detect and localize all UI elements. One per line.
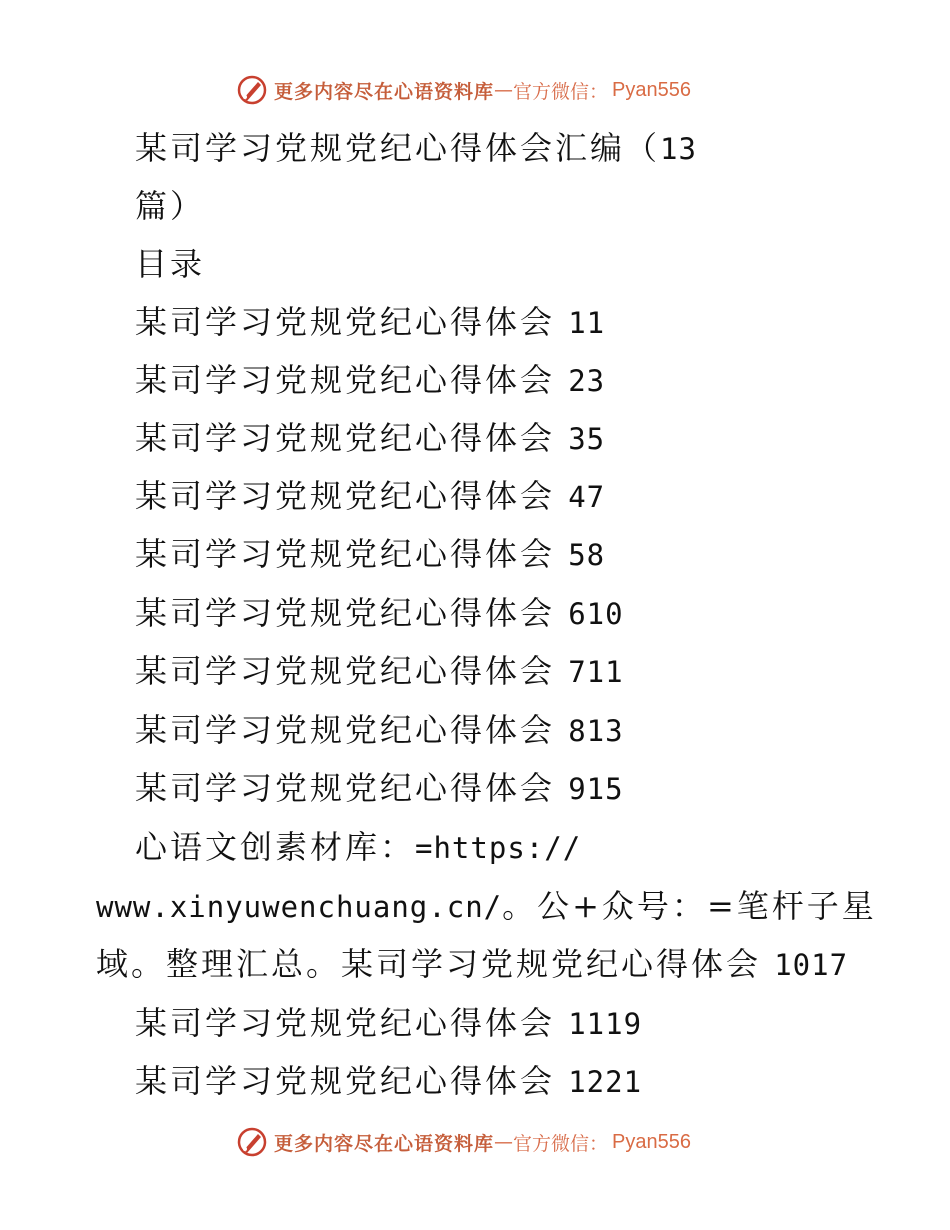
toc-item (135, 1061, 642, 1102)
watermark-banner-top (236, 72, 691, 108)
note-line2 (96, 886, 877, 927)
watermark-wechat-id: Pyan556 (612, 78, 691, 101)
toc-item-page: 1119 (568, 1007, 643, 1041)
watermark-wechat-label: 官方微信： (513, 80, 609, 103)
toc-item (135, 476, 605, 517)
watermark-wechat-label: 官方微信： (513, 1132, 609, 1155)
toc-item-title: 某司学习党规党纪心得体会 (135, 535, 556, 573)
toc-item-title: 某司学习党规党纪心得体会 (135, 477, 556, 515)
toc-item-title: 某司学习党规党纪心得体会 (135, 419, 556, 457)
toc-item-page: 23 (568, 364, 606, 398)
toc-item-title: 某司学习党规党纪心得体会 (135, 303, 556, 341)
toc-item-page: 11 (568, 306, 606, 340)
toc-item (135, 651, 624, 692)
toc-heading: 目录 (135, 245, 206, 283)
note-text: 域。整理汇总。某司学习党规党纪心得体会 (96, 945, 762, 983)
toc-item (135, 360, 605, 401)
toc-item-title: 某司学习党规党纪心得体会 (135, 1004, 556, 1042)
toc-item (135, 768, 624, 809)
toc-item-title: 某司学习党规党纪心得体会 (135, 769, 556, 807)
note-text: 。公+众号： (502, 887, 707, 925)
toc-item-page: 1221 (568, 1065, 643, 1099)
watermark-text: 更多内容尽在心语资料库 (274, 80, 495, 103)
toc-item (135, 534, 605, 575)
note-url: www.xinyuwenchuang.cn/ (96, 890, 503, 924)
note-text: =笔杆子星 (706, 887, 877, 925)
toc-item-page: 915 (568, 772, 624, 806)
note-text: 心语文创素材库： (135, 828, 416, 866)
toc-item-title: 某司学习党规党纪心得体会 (135, 1062, 556, 1100)
pen-logo-icon (236, 74, 268, 106)
watermark-dash: — (494, 1131, 514, 1153)
note-line3 (96, 944, 848, 985)
toc-item (135, 710, 624, 751)
watermark-wechat-id: Pyan556 (612, 1130, 691, 1153)
toc-item (135, 1003, 642, 1044)
toc-item-title: 某司学习党规党纪心得体会 (135, 594, 556, 632)
toc-item-page: 813 (568, 714, 624, 748)
doc-title-text: 某司学习党规党纪心得体会汇编（ (135, 129, 661, 167)
watermark-text: 更多内容尽在心语资料库 (274, 1132, 495, 1155)
toc-item (135, 593, 624, 634)
toc-item-page: 47 (568, 480, 606, 514)
doc-title-count: 13 (660, 132, 697, 166)
doc-title-line1 (135, 128, 697, 169)
watermark-dash: — (494, 79, 514, 101)
toc-item (135, 418, 605, 459)
toc-item-page: 610 (568, 597, 624, 631)
watermark-banner-bottom (236, 1124, 691, 1160)
toc-item-page: 1017 (774, 948, 849, 982)
toc-item-page: 711 (568, 655, 624, 689)
toc-item-page: 58 (568, 538, 606, 572)
toc-item (135, 302, 605, 343)
pen-logo-icon (236, 1126, 268, 1158)
toc-item-title: 某司学习党规党纪心得体会 (135, 652, 556, 690)
toc-item-title: 某司学习党规党纪心得体会 (135, 361, 556, 399)
toc-item-title: 某司学习党规党纪心得体会 (135, 711, 556, 749)
doc-title-line2: 篇） (135, 187, 206, 225)
note-line1 (135, 827, 581, 868)
toc-item-page: 35 (568, 422, 606, 456)
note-url: =https:// (415, 831, 582, 865)
